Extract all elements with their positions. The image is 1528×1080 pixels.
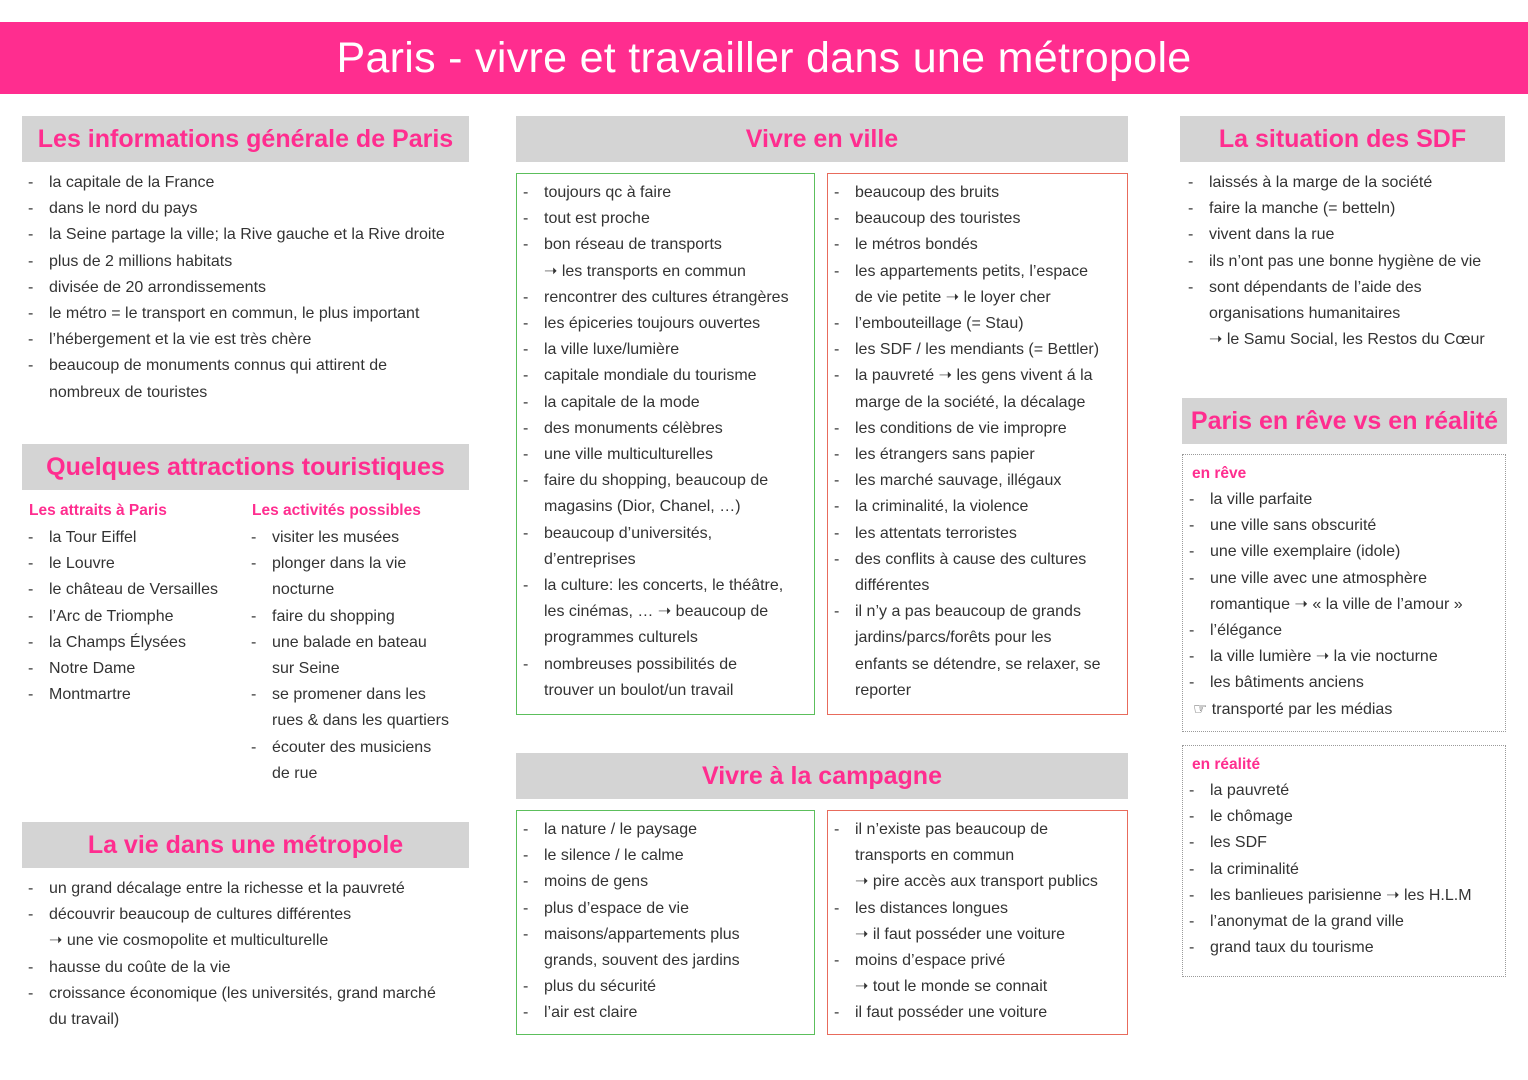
list-item: ➝ pire accès aux transport publics <box>855 873 1098 891</box>
ville-cons-list <box>828 180 1100 704</box>
list-item: programmes culturels <box>544 629 698 647</box>
list-item: - la Seine partage la ville; la Rive gauche et la Rive droite <box>22 222 445 248</box>
list-item: - faire du shopping, beaucoup de <box>517 468 789 494</box>
list-item: - l’air est claire <box>517 1000 740 1026</box>
list-item: ➝ tout le monde se connait <box>855 978 1048 996</box>
list-item: - beaucoup des touristes <box>828 206 1100 232</box>
activites-label: Les activités possibles <box>252 502 421 519</box>
activites-list <box>245 525 449 787</box>
list-item: ➝ une vie cosmopolite et multiculturelle <box>49 932 329 950</box>
campagne-cons-list <box>828 817 1098 1027</box>
list-item: - la criminalité <box>1183 857 1472 883</box>
list-item: - les banlieues parisienne ➝ les H.L.M <box>1183 883 1472 909</box>
list-item: - des monuments célèbres <box>517 416 789 442</box>
realite-box <box>1182 745 1506 977</box>
list-item: - maisons/appartements plus <box>517 922 740 948</box>
realite-label: en réalité <box>1192 756 1261 773</box>
list-item: - les SDF <box>1183 830 1472 856</box>
list-item: du travail) <box>49 1011 120 1029</box>
list-item: - la criminalité, la violence <box>828 494 1100 520</box>
list-item: - grand taux du tourisme <box>1183 935 1472 961</box>
list-item: différentes <box>855 577 930 595</box>
list-item: - plus d’espace de vie <box>517 896 740 922</box>
list-item: - plonger dans la vie <box>245 551 449 577</box>
list-item: - moins d’espace privé <box>828 948 1098 974</box>
list-item: - Montmartre <box>22 682 218 708</box>
list-item: magasins (Dior, Chanel, …) <box>544 498 741 516</box>
reve-box <box>1182 454 1506 732</box>
list-item: - rencontrer des cultures étrangères <box>517 285 789 311</box>
section-heading-ville: Vivre en ville <box>516 116 1128 162</box>
list-item: grands, souvent des jardins <box>544 952 740 970</box>
list-item: - ils n’ont pas une bonne hygiène de vie <box>1182 249 1485 275</box>
list-item: - sont dépendants de l’aide des <box>1182 275 1485 301</box>
list-item: ☞ transporté par les médias <box>1193 700 1393 718</box>
list-item: les cinémas, … ➝ beaucoup de <box>544 603 769 621</box>
list-item: - capitale mondiale du tourisme <box>517 363 789 389</box>
section-heading-metropole: La vie dans une métropole <box>22 822 469 868</box>
section-heading-attractions: Quelques attractions touristiques <box>22 444 469 490</box>
list-item: - le chômage <box>1183 804 1472 830</box>
list-item: - la ville lumière ➝ la vie nocturne <box>1183 644 1463 670</box>
list-item: jardins/parcs/forêts pour les <box>855 629 1052 647</box>
list-item: - découvrir beaucoup de cultures différentes <box>22 902 436 928</box>
list-item: - la ville parfaite <box>1183 487 1463 513</box>
list-item: - un grand décalage entre la richesse et la pauvreté <box>22 876 436 902</box>
list-item: - le métro = le transport en commun, le plus important <box>22 301 445 327</box>
ville-pros-box <box>516 173 815 715</box>
list-item: - les appartements petits, l’espace <box>828 259 1100 285</box>
list-item: - le Louvre <box>22 551 218 577</box>
list-item: - l’anonymat de la grand ville <box>1183 909 1472 935</box>
list-item: - la ville luxe/lumière <box>517 337 789 363</box>
sdf-list <box>1182 170 1485 353</box>
list-item: - dans le nord du pays <box>22 196 445 222</box>
list-item: - la capitale de la France <box>22 170 445 196</box>
list-item: - beaucoup des bruits <box>828 180 1100 206</box>
list-item: ➝ il faut posséder une voiture <box>855 925 1065 943</box>
list-item: - la capitale de la mode <box>517 390 789 416</box>
section-heading-reve: Paris en rêve vs en réalité <box>1182 398 1507 444</box>
list-item: trouver un boulot/un travail <box>544 681 734 699</box>
list-item: - laissés à la marge de la société <box>1182 170 1485 196</box>
list-item: - les marché sauvage, illégaux <box>828 468 1100 494</box>
list-item: - divisée de 20 arrondissements <box>22 275 445 301</box>
list-item: - le silence / le calme <box>517 843 740 869</box>
list-item: enfants se détendre, se relaxer, se <box>855 655 1101 673</box>
list-item: - il n’y a pas beaucoup de grands <box>828 599 1100 625</box>
list-item: - la nature / le paysage <box>517 817 740 843</box>
list-item: de rue <box>272 764 318 782</box>
list-item: - vivent dans la rue <box>1182 222 1485 248</box>
list-item: - les étrangers sans papier <box>828 442 1100 468</box>
section-heading-campagne: Vivre à la campagne <box>516 753 1128 799</box>
list-item: sur Seine <box>272 660 340 678</box>
list-item: - nombreuses possibilités de <box>517 652 789 678</box>
list-item: - le château de Versailles <box>22 577 218 603</box>
list-item: marge de la société, la décalage <box>855 393 1086 411</box>
list-item: nocturne <box>272 581 335 599</box>
list-item: - toujours qc à faire <box>517 180 789 206</box>
list-item: - la Tour Eiffel <box>22 525 218 551</box>
list-item: - l’embouteillage (= Stau) <box>828 311 1100 337</box>
reve-label: en rêve <box>1192 465 1247 482</box>
ville-cons-box <box>827 173 1128 715</box>
list-item: - bon réseau de transports <box>517 232 789 258</box>
list-item: - plus de 2 millions habitats <box>22 249 445 275</box>
list-item: - il n’existe pas beaucoup de <box>828 817 1098 843</box>
list-item: romantique ➝ « la ville de l’amour » <box>1210 595 1463 613</box>
list-item: - les attentats terroristes <box>828 521 1100 547</box>
list-item: - faire la manche (= betteln) <box>1182 196 1485 222</box>
list-item: ➝ les transports en commun <box>544 262 746 280</box>
attraits-label: Les attraits à Paris <box>29 502 167 519</box>
list-item: organisations humanitaires <box>1209 305 1401 323</box>
page-title: Paris - vivre et travailler dans une métropole <box>0 22 1528 94</box>
list-item: ➝ le Samu Social, les Restos du Cœur <box>1209 331 1485 349</box>
list-item: - une ville avec une atmosphère <box>1183 566 1463 592</box>
list-item: - les bâtiments anciens <box>1183 670 1463 696</box>
list-item: - faire du shopping <box>245 604 449 630</box>
list-item: - des conflits à cause des cultures <box>828 547 1100 573</box>
metropole-list <box>22 876 436 1033</box>
section-heading-infos: Les informations générale de Paris <box>22 116 469 162</box>
reve-list <box>1183 487 1463 723</box>
list-item: rues & dans les quartiers <box>272 712 449 730</box>
section-heading-sdf: La situation des SDF <box>1180 116 1505 162</box>
campagne-pros-list <box>517 817 740 1027</box>
list-item: - tout est proche <box>517 206 789 232</box>
list-item: - une balade en bateau <box>245 630 449 656</box>
campagne-pros-box <box>516 810 815 1035</box>
list-item: - plus du sécurité <box>517 974 740 1000</box>
infos-list <box>22 170 445 406</box>
list-item: - hausse du coûte de la vie <box>22 955 436 981</box>
list-item: - Notre Dame <box>22 656 218 682</box>
list-item: - se promener dans les <box>245 682 449 708</box>
list-item: - une ville exemplaire (idole) <box>1183 539 1463 565</box>
realite-list <box>1183 778 1472 961</box>
list-item: - l’élégance <box>1183 618 1463 644</box>
list-item: - visiter les musées <box>245 525 449 551</box>
list-item: reporter <box>855 681 912 699</box>
attraits-list <box>22 525 218 708</box>
list-item: de vie petite ➝ le loyer cher <box>855 288 1051 306</box>
list-item: - les distances longues <box>828 896 1098 922</box>
campagne-cons-box <box>827 810 1128 1035</box>
list-item: nombreux de touristes <box>49 383 208 401</box>
list-item: - beaucoup d’universités, <box>517 521 789 547</box>
list-item: - l’hébergement et la vie est très chère <box>22 327 445 353</box>
list-item: d’entreprises <box>544 550 636 568</box>
list-item: - croissance économique (les universités, grand marché <box>22 981 436 1007</box>
list-item: - les épiceries toujours ouvertes <box>517 311 789 337</box>
list-item: - les SDF / les mendiants (= Bettler) <box>828 337 1100 363</box>
list-item: - il faut posséder une voiture <box>828 1000 1098 1026</box>
list-item: - une ville sans obscurité <box>1183 513 1463 539</box>
list-item: - le métros bondés <box>828 232 1100 258</box>
list-item: - la culture: les concerts, le théâtre, <box>517 573 789 599</box>
list-item: - les conditions de vie impropre <box>828 416 1100 442</box>
list-item: - la pauvreté ➝ les gens vivent á la <box>828 363 1100 389</box>
ville-pros-list <box>517 180 789 704</box>
list-item: - l’Arc de Triomphe <box>22 604 218 630</box>
list-item: - moins de gens <box>517 869 740 895</box>
list-item: - la pauvreté <box>1183 778 1472 804</box>
list-item: - la Champs Élysées <box>22 630 218 656</box>
list-item: - une ville multiculturelles <box>517 442 789 468</box>
list-item: transports en commun <box>855 847 1015 865</box>
list-item: - beaucoup de monuments connus qui attirent de <box>22 353 445 379</box>
list-item: - écouter des musiciens <box>245 735 449 761</box>
